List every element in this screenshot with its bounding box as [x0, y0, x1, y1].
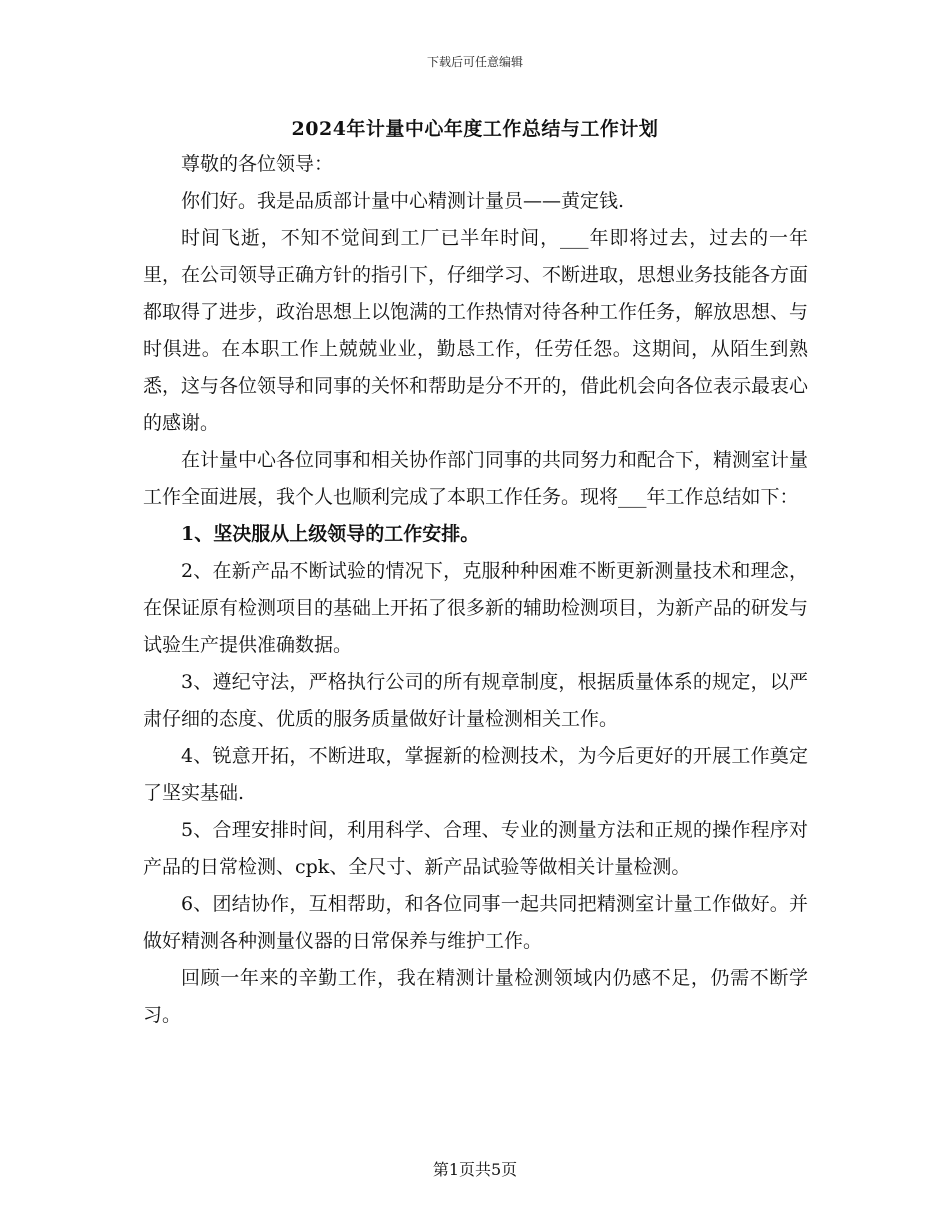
document-title: 2024年计量中心年度工作总结与工作计划 [291, 118, 659, 140]
item-1-heading: 1、坚决服从上级领导的工作安排。 [181, 523, 480, 545]
summary-lead-paragraph: 在计量中心各位同事和相关协作部门同事的共同努力和配合下，精测室计量工作全面进展，我个人也顺利完成了本职工作任务。现将___年工作总结如下： [143, 449, 809, 508]
page-number: 第1页共5页 [432, 1160, 518, 1179]
greeting-paragraph: 你们好。我是品质部计量中心精测计量员——黄定钱. [181, 190, 625, 212]
header-note: 下载后可任意编辑 [426, 55, 523, 69]
document-body [143, 146, 808, 1034]
review-paragraph: 回顾一年来的辛勤工作，我在精测计量检测领域内仍感不足，仍需不断学习。 [143, 967, 808, 1026]
item-5-paragraph: 5、合理安排时间，利用科学、合理、专业的测量方法和正规的操作程序对产品的日常检测、cpk、全尺寸、新产品试验等做相关计量检测。 [143, 819, 808, 878]
item-2-paragraph: 2、在新产品不断试验的情况下，克服种种困难不断更新测量技术和理念，在保证原有检测项目的基础上开拓了很多新的辅助检测项目，为新产品的研发与试验生产提供准确数据。 [143, 560, 809, 656]
salutation: 尊敬的各位领导： [181, 153, 334, 175]
intro-paragraph: 时间飞逝，不知不觉间到工厂已半年时间，___年即将过去，过去的一年里，在公司领导正确方针的指引下，仔细学习、不断进取，思想业务技能各方面都取得了进步，政治思想上以饱满的工作热情对待各种工作任务，解放思想、与时俱进。在本职工作上兢兢业业，勤恳工作，任劳任怨。这期间，从陌生到熟悉，这与各位领导和同事的关怀和帮助是分不开的，借此机会向各位表示最衷心的感谢。 [143, 227, 809, 434]
item-4-paragraph: 4、锐意开拓，不断进取，掌握新的检测技术，为今后更好的开展工作奠定了坚实基础. [143, 745, 808, 804]
item-3-paragraph: 3、遵纪守法，严格执行公司的所有规章制度，根据质量体系的规定，以严肃仔细的态度、优质的服务质量做好计量检测相关工作。 [143, 671, 808, 730]
item-6-paragraph: 6、团结协作，互相帮助，和各位同事一起共同把精测室计量工作做好。并做好精测各种测量仪器的日常保养与维护工作。 [143, 893, 808, 952]
